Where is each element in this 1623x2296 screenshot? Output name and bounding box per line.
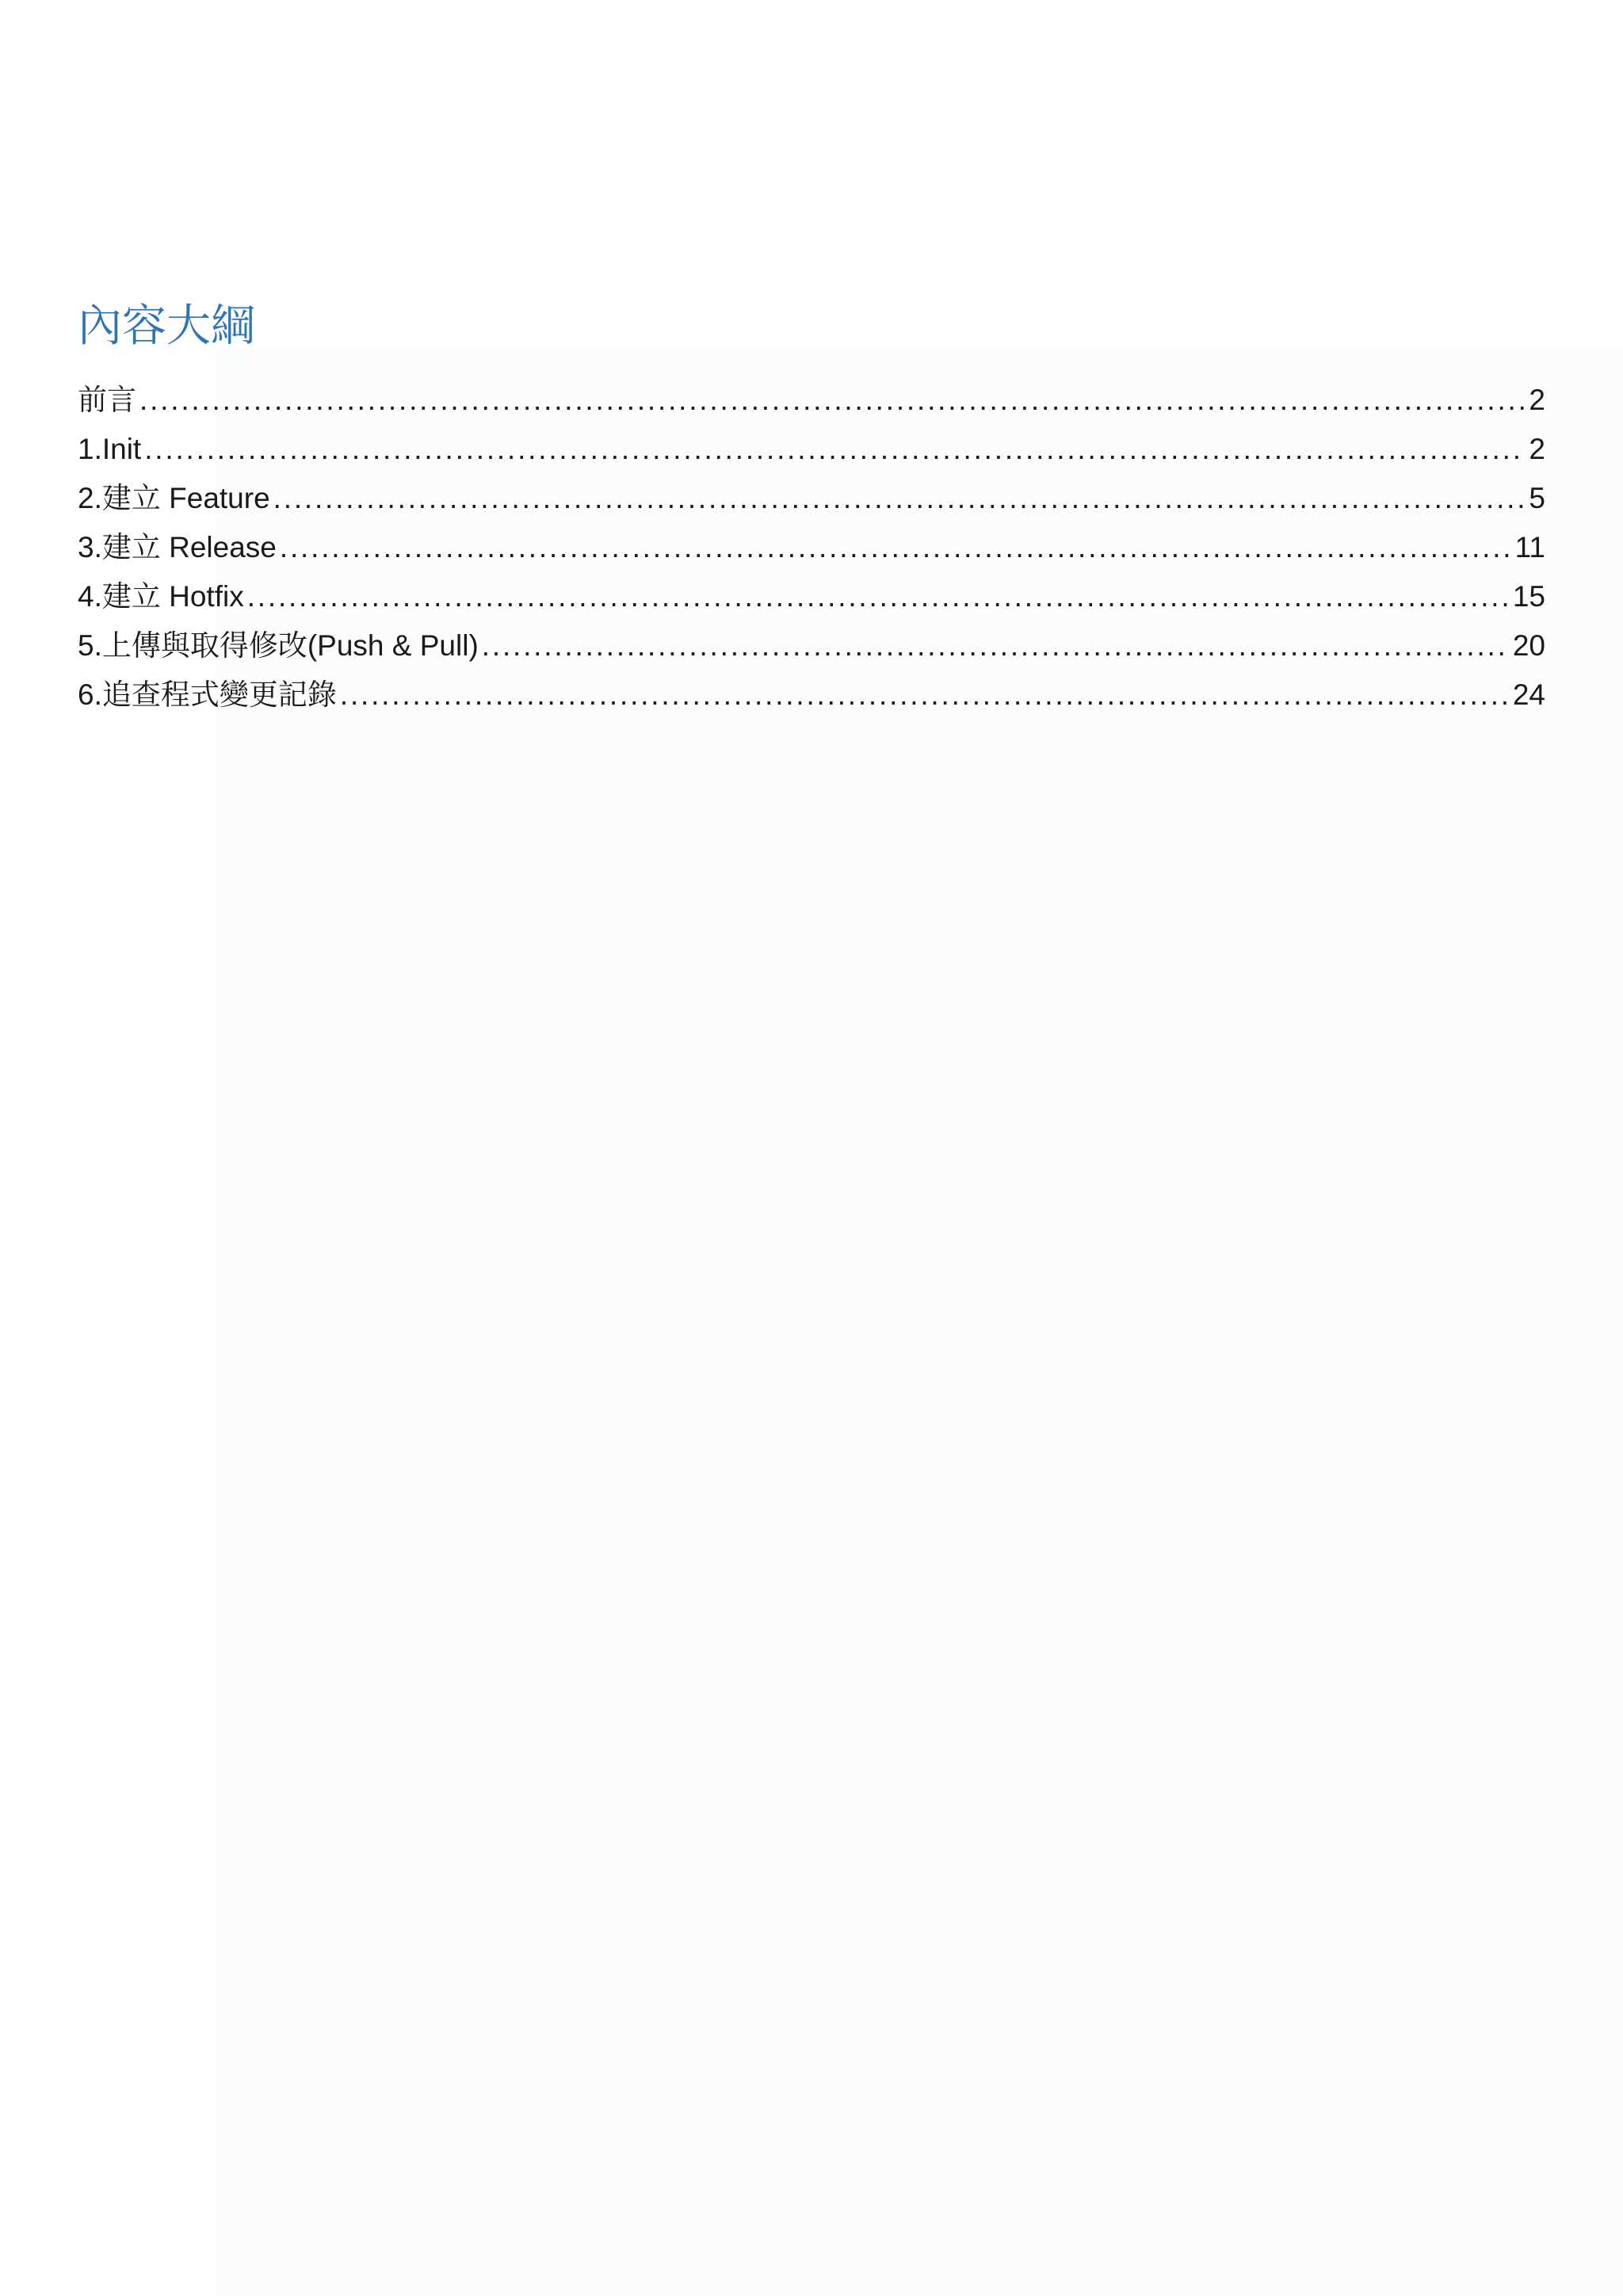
toc-dot-leader	[144, 425, 1526, 474]
toc-entry-label: 4.建立 Hotfix	[78, 580, 244, 613]
toc-entry-label: 2.建立 Feature	[78, 482, 270, 514]
toc-entry-label: 6.追查程式變更記錄	[78, 678, 337, 711]
toc-entry-feature[interactable]	[78, 474, 1545, 523]
toc-entry-page-number: 24	[1512, 678, 1545, 711]
toc-entry-label: 前言	[78, 384, 136, 416]
toc-entry-label: 3.建立 Release	[78, 531, 277, 563]
toc-entry-change-log[interactable]	[78, 670, 1545, 720]
toc-dot-leader	[273, 474, 1526, 523]
toc-dot-leader	[340, 670, 1510, 720]
toc-dot-leader	[247, 572, 1510, 621]
toc-entry-page-number: 2	[1529, 384, 1545, 416]
toc-entry-label: 1.Init	[78, 433, 142, 465]
table-of-contents	[78, 376, 1545, 720]
toc-entry-page-number: 11	[1514, 531, 1545, 563]
toc-entry-preface[interactable]	[78, 376, 1545, 425]
toc-title: 內容大綱	[78, 300, 255, 352]
toc-entry-page-number: 20	[1512, 629, 1545, 662]
toc-entry-push-pull[interactable]	[78, 621, 1545, 670]
toc-entry-page-number: 15	[1512, 580, 1545, 613]
toc-entry-label: 5.上傳與取得修改(Push & Pull)	[78, 629, 479, 662]
toc-entry-init[interactable]	[78, 425, 1545, 474]
toc-dot-leader	[280, 523, 1512, 572]
toc-dot-leader	[139, 376, 1526, 425]
toc-entry-hotfix[interactable]	[78, 572, 1545, 621]
toc-dot-leader	[482, 621, 1510, 670]
toc-entry-page-number: 2	[1529, 433, 1545, 465]
toc-entry-release[interactable]	[78, 523, 1545, 572]
toc-entry-page-number: 5	[1529, 482, 1545, 514]
